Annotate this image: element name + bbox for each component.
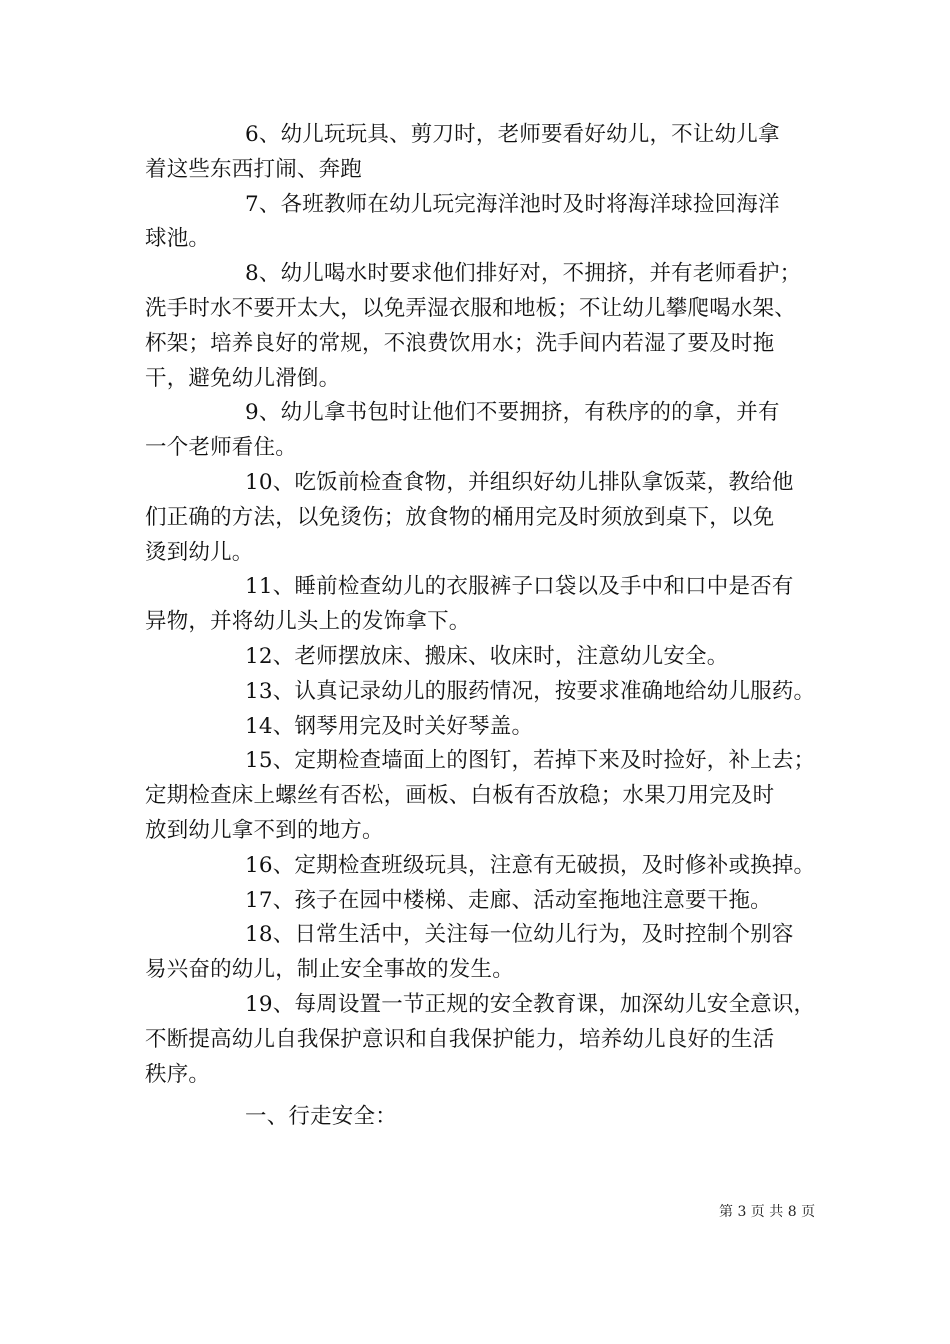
paragraph-line: 秩序。: [145, 1061, 211, 1087]
paragraph: [145, 257, 817, 396]
paragraph-line: 们正确的方法，以免烫伤；放食物的桶用完及时须放到桌下，以免: [145, 504, 775, 530]
paragraph-line: 10、吃饭前检查食物，并组织好幼儿排队拿饭菜，教给他: [245, 469, 794, 495]
paragraph: [145, 675, 817, 710]
paragraph: [145, 570, 817, 640]
paragraph-line: 13、认真记录幼儿的服药情况，按要求准确地给幼儿服药。: [245, 678, 816, 704]
paragraph-line: 9、幼儿拿书包时让他们不要拥挤，有秩序的的拿，并有: [245, 400, 780, 426]
paragraph-line: 16、定期检查班级玩具，注意有无破损，及时修补或换掉。: [245, 852, 816, 878]
paragraph-line: 定期检查床上螺丝有否松，画板、白板有否放稳；水果刀用完及时: [145, 783, 775, 809]
paragraph: [145, 640, 817, 675]
paragraph-line: 异物，并将幼儿头上的发饰拿下。: [145, 609, 471, 635]
paragraph-line: 18、日常生活中，关注每一位幼儿行为，及时控制个别容: [245, 922, 794, 948]
section-heading-text: 一、行走安全：: [245, 1104, 397, 1130]
paragraph-line: 杯架；培养良好的常规，不浪费饮用水；洗手间内若湿了要及时拖: [145, 330, 775, 356]
paragraph-line: 15、定期检查墙面上的图钉，若掉下来及时捡好，补上去；: [245, 748, 816, 774]
paragraph-line: 球池。: [145, 226, 211, 252]
paragraph-line: 一个老师看住。: [145, 435, 297, 461]
paragraph: [145, 884, 817, 919]
document-body: [145, 118, 817, 1135]
section-heading: [145, 1100, 817, 1135]
paragraph-line: 11、睡前检查幼儿的衣服裤子口袋以及手中和口中是否有: [245, 574, 794, 600]
paragraph: [145, 466, 817, 570]
paragraph: [145, 710, 817, 745]
paragraph-line: 放到幼儿拿不到的地方。: [145, 817, 384, 843]
paragraph-line: 易兴奋的幼儿，制止安全事故的发生。: [145, 957, 514, 983]
paragraph: [145, 744, 817, 848]
paragraph-line: 12、老师摆放床、搬床、收床时，注意幼儿安全。: [245, 643, 729, 669]
paragraph-line: 19、每周设置一节正规的安全教育课，加深幼儿安全意识，: [245, 991, 816, 1017]
paragraph-line: 烫到幼儿。: [145, 539, 254, 565]
paragraph-line: 干，避免幼儿滑倒。: [145, 365, 341, 391]
paragraph: [145, 188, 817, 258]
paragraph: [145, 918, 817, 988]
paragraph-line: 7、各班教师在幼儿玩完海洋池时及时将海洋球捡回海洋: [245, 191, 780, 217]
paragraph-line: 14、钢琴用完及时关好琴盖。: [245, 713, 534, 739]
paragraph-line: 8、幼儿喝水时要求他们排好对，不拥挤，并有老师看护；: [245, 261, 802, 287]
paragraph-line: 洗手时水不要开太大，以免弄湿衣服和地板；不让幼儿攀爬喝水架、: [145, 295, 797, 321]
paragraph: [145, 988, 817, 1092]
paragraph-line: 着这些东西打闹、奔跑: [145, 156, 363, 182]
paragraph: [145, 849, 817, 884]
paragraph: [145, 396, 817, 466]
paragraph-line: 17、孩子在园中楼梯、走廊、活动室拖地注意要干拖。: [245, 887, 772, 913]
paragraph-line: 不断提高幼儿自我保护意识和自我保护能力，培养幼儿良好的生活: [145, 1026, 775, 1052]
paragraph: [145, 118, 817, 188]
paragraph-line: 6、幼儿玩玩具、剪刀时，老师要看好幼儿，不让幼儿拿: [245, 122, 780, 147]
page-number-footer: 第 3 页 共 8 页: [719, 1204, 816, 1220]
